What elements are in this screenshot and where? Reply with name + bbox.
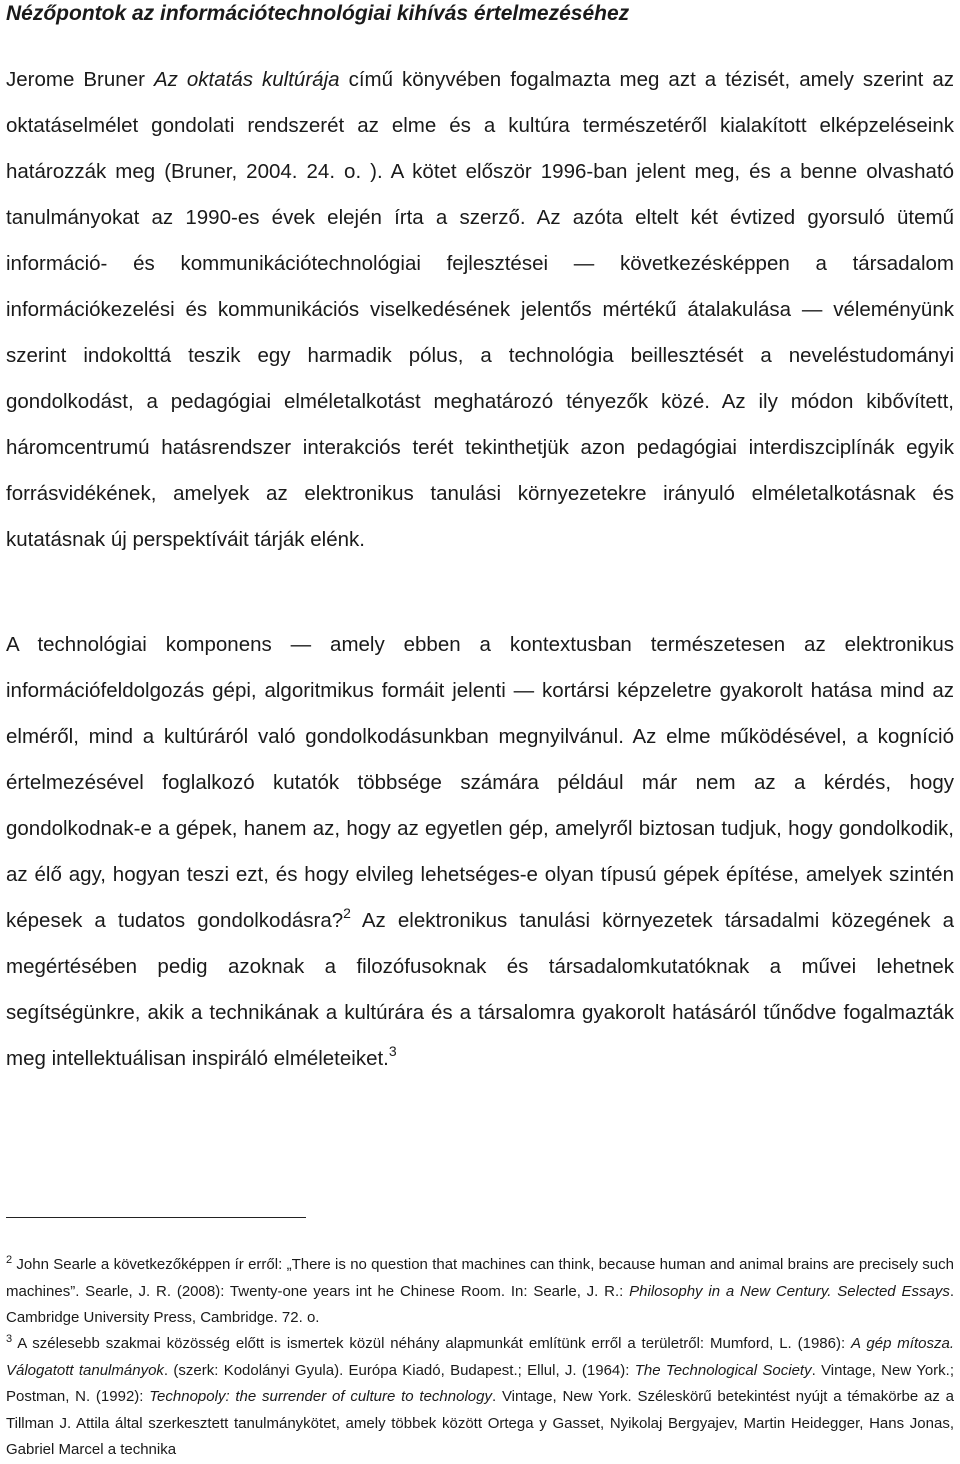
footnote-text: . Cambridge University Press, Cambridge. 72. o. [6, 1282, 954, 1326]
footnote-separator [6, 1217, 306, 1218]
footnote-text: . (szerk: Kodolányi Gyula). Európa Kiadó, Budapest.; Ellul, J. (1964): [163, 1361, 635, 1379]
footnote-number: 2 [6, 1254, 13, 1266]
footnote [6, 1331, 954, 1464]
footnote-text: . Vintage, New York.; Postman, N. (1992): [6, 1361, 954, 1405]
paragraph-2 [6, 622, 954, 1082]
footnote-title: A gép mítosza. Válogatott tanulmányok [6, 1335, 954, 1379]
footnote-ref[interactable]: 2 [343, 905, 351, 921]
footnote-number: 3 [6, 1333, 13, 1345]
paragraph-1-text: Jerome Bruner [6, 68, 154, 91]
footnote-text: A szélesebb szakmai közösség előtt is ismertek közül néhány alapmunkát említünk erről a területről: Mumford, L. (1986): [12, 1335, 852, 1352]
section-heading: Nézőpontok az információtechnológiai kihívás értelmezéséhez [6, 2, 630, 25]
paragraph-2-text: A technológiai komponens — amely ebben a kontextusban természetesen az elektronikus információfeldolgozás gépi, algoritmikus formáit jelenti — kortársi képzeletre gyakorolt hatása mind az elméről, mind a kultúráról való gondolkodásunkban megnyilvánul. Az elme működésével, a kogníció értelmezésével foglalkozó kutatók többsége számára például már nem az a kérdés, hogy gondolkodnak-e a gépek, hanem az, hogy az egyetlen gép, amelyről biztosan tudjuk, hogy gondolkodik, az élő agy, hogyan teszi ezt, és hogy elvileg lehetséges-e olyan típusú gépek építése, amelyek szintén képesek a tudatos gondolkodásra? [6, 633, 954, 932]
paragraph-1 [6, 57, 954, 563]
footnote-title: Technopoly: the surrender of culture to technology [149, 1388, 492, 1405]
paragraph-2-text: Az elektronikus tanulási környezetek társadalmi közegének a megértésében pedig azoknak a filozófusoknak és társadalomkutatóknak a művei lehetnek segítségünkre, akik a technikának a kultúrára és a társalomra gyakorolt hatásáról tűnődve fogalmazták meg intellektuálisan inspiráló elméleteiket. [6, 909, 954, 1070]
footnote-text: John Searle a következőképpen ír erről: „There is no question that machines can think, because human and animal brains are precisely such machines”. Searle, J. R. (2008): Twenty-one years int he Chinese Room. In: Searle, J. R.: [6, 1256, 954, 1300]
footnote-ref[interactable]: 3 [388, 1043, 397, 1059]
footnote-title: Philosophy in a New Century. Selected Essays [629, 1282, 950, 1300]
footnote-title: The Technological Society [634, 1361, 812, 1379]
footnote [6, 1252, 954, 1332]
book-title: Az oktatás kultúrája [153, 68, 340, 91]
footnote-text: . Vintage, New York. Széleskörű betekintést nyújt a témakörbe az a Tillman J. Attila által szerkesztett tanulmánykötet, amely többek között Ortega y Gasset, Nyikolaj Bergyajev, Martin Heidegger, Hans Jonas, Gabriel Marcel a technika [6, 1388, 954, 1458]
paragraph-1-text: című könyvében fogalmazta meg azt a tézisét, amely szerint az oktatáselmélet gondolati rendszerét az elme és a kultúra természetéről kialakított elképzeléseink határozzák meg (Bruner, 2004. 24. o. ). A kötet először 1996-ban jelent meg, és a benne olvasható tanulmányokat az 1990-es évek elején írta a szerző. Az azóta eltelt két évtized gyorsuló ütemű információ- és kommunikációtechnológiai fejlesztései — következésképpen a társadalom információkezelési és kommunikációs viselkedésének jelentős mértékű átalakulása — véleményünk szerint indokolttá teszik egy harmadik pólus, a technológia beillesztését a neveléstudományi gondolkodást, a pedagógiai elméletalkotást meghatározó tényezők közé. Az ily módon kibővített, háromcentrumú hatásrendszer interakciós terét tekinthetjük azon pedagógiai interdiszciplínák egyik forrásvidékének, amelyek az elektronikus tanulási környezetekre irányuló elméletalkotásnak és kutatásnak új perspektíváit tárják elénk. [6, 68, 954, 551]
